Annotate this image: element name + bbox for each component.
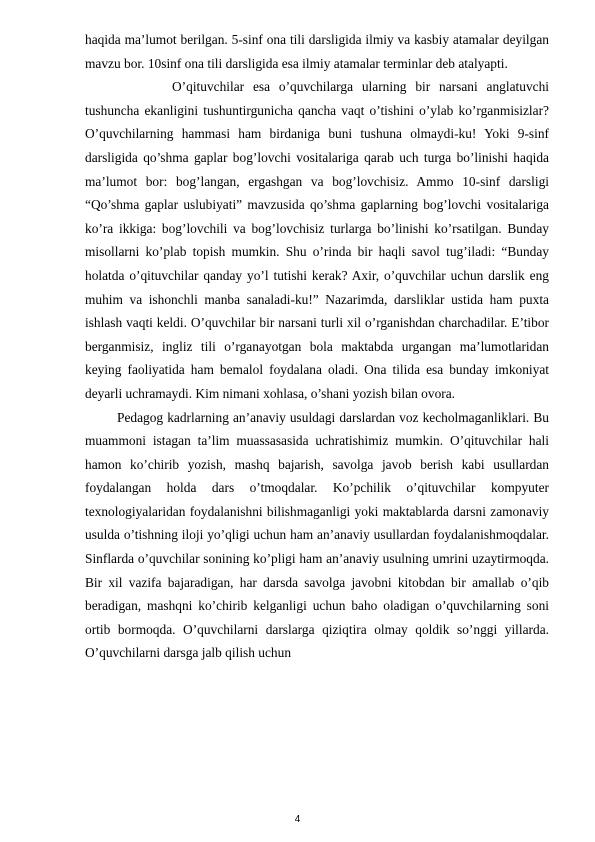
paragraph-2: O’qituvchilar esa o’quvchilarga ularning bir narsani anglatuvchi tushuncha ekanligini tushuntirgunicha qancha vaqt o’tishini o’ylab ko’rganmisizlar? O’quvchilarning hammasi ham birdaniga buni tushuna olmaydi-ku! Yoki 9-sinf darsligida qo’shma gaplar bog’lovchi vositalariga qarab uch turga bo’linishi haqida ma’lumot bor: bog’langan, ergashgan va bog’lovchisiz. Ammo 10-sinf darsligi “Qo’shma gaplar uslubiyati” mavzusida qo’shma gaplarning bog’lovchi vositalariga ko’ra ikkiga: bog’lovchili va bog’lovchisiz turlarga bo’linishi ko’rsatilgan. Bunday misollarni ko’plab topish mumkin. Shu o’rinda bir haqli savol tug’iladi: “Bunday holatda o’qituvchilar qanday yo’l tutishi kerak? Axir, o’quvchilar uchun darslik eng muhim va ishonchli manba sanaladi-ku!” Nazarimda, darsliklar ustida ham puxta ishlash vaqti keldi. O’quvchilar bir narsani turli xil o’rganishdan charchadilar. E’tibor berganmisiz, ingliz tili o’rganayotgan bola maktabda urgangan ma’lumotlaridan keying faoliyatida ham bemalol foydalana oladi. Ona tilida esa bunday imkoniyat deyarli uchramaydi. Kim nimani xohlasa, o’shani yozish bilan ovora. (85, 79, 549, 401)
body-text (85, 28, 549, 665)
paragraph-3: Pedagog kadrlarning an’anaviy usuldagi darslardan voz kecholmaganliklari. Bu muammoni istagan ta’lim muassasasida uchratishimiz mumkin. O’qituvchilar hali hamon ko’chirib yozish, mashq bajarish, savolga javob berish kabi usullardan foydalangan holda dars o’tmoqdalar. Ko’pchilik o’qituvchilar kompyuter texnologiyalaridan foydalanishni bilishmaganligi yoki maktablarda darsni zamonaviy usulda o’tishning iloji yo’qligi uchun ham an’anaviy usullardan foydalanishmoqdalar. Sinflarda o’quvchilar sonining ko’pligi ham an’anaviy usulning umrini uzaytirmoqda. Bir xil vazifa bajaradigan, har darsda savolga javobni kitobdan bir amallab o’qib beradigan, mashqni ko’chirib kelganligi uchun baho oladigan o’quvchilarning soni ortib bormoqda. O’quvchilarni darslarga qiziqtira olmay qoldik so’nggi yillarda. O’quvchilarni darsga jalb qilish uchun (85, 409, 549, 661)
page-number: 4 (294, 814, 301, 825)
paragraph-1: haqida ma’lumot berilgan. 5-sinf ona tili darsligida ilmiy va kasbiy atamalar deyilgan mavzu bor. 10sinf ona tili darsligida esa ilmiy atamalar terminlar deb atalyapti. (85, 32, 549, 71)
